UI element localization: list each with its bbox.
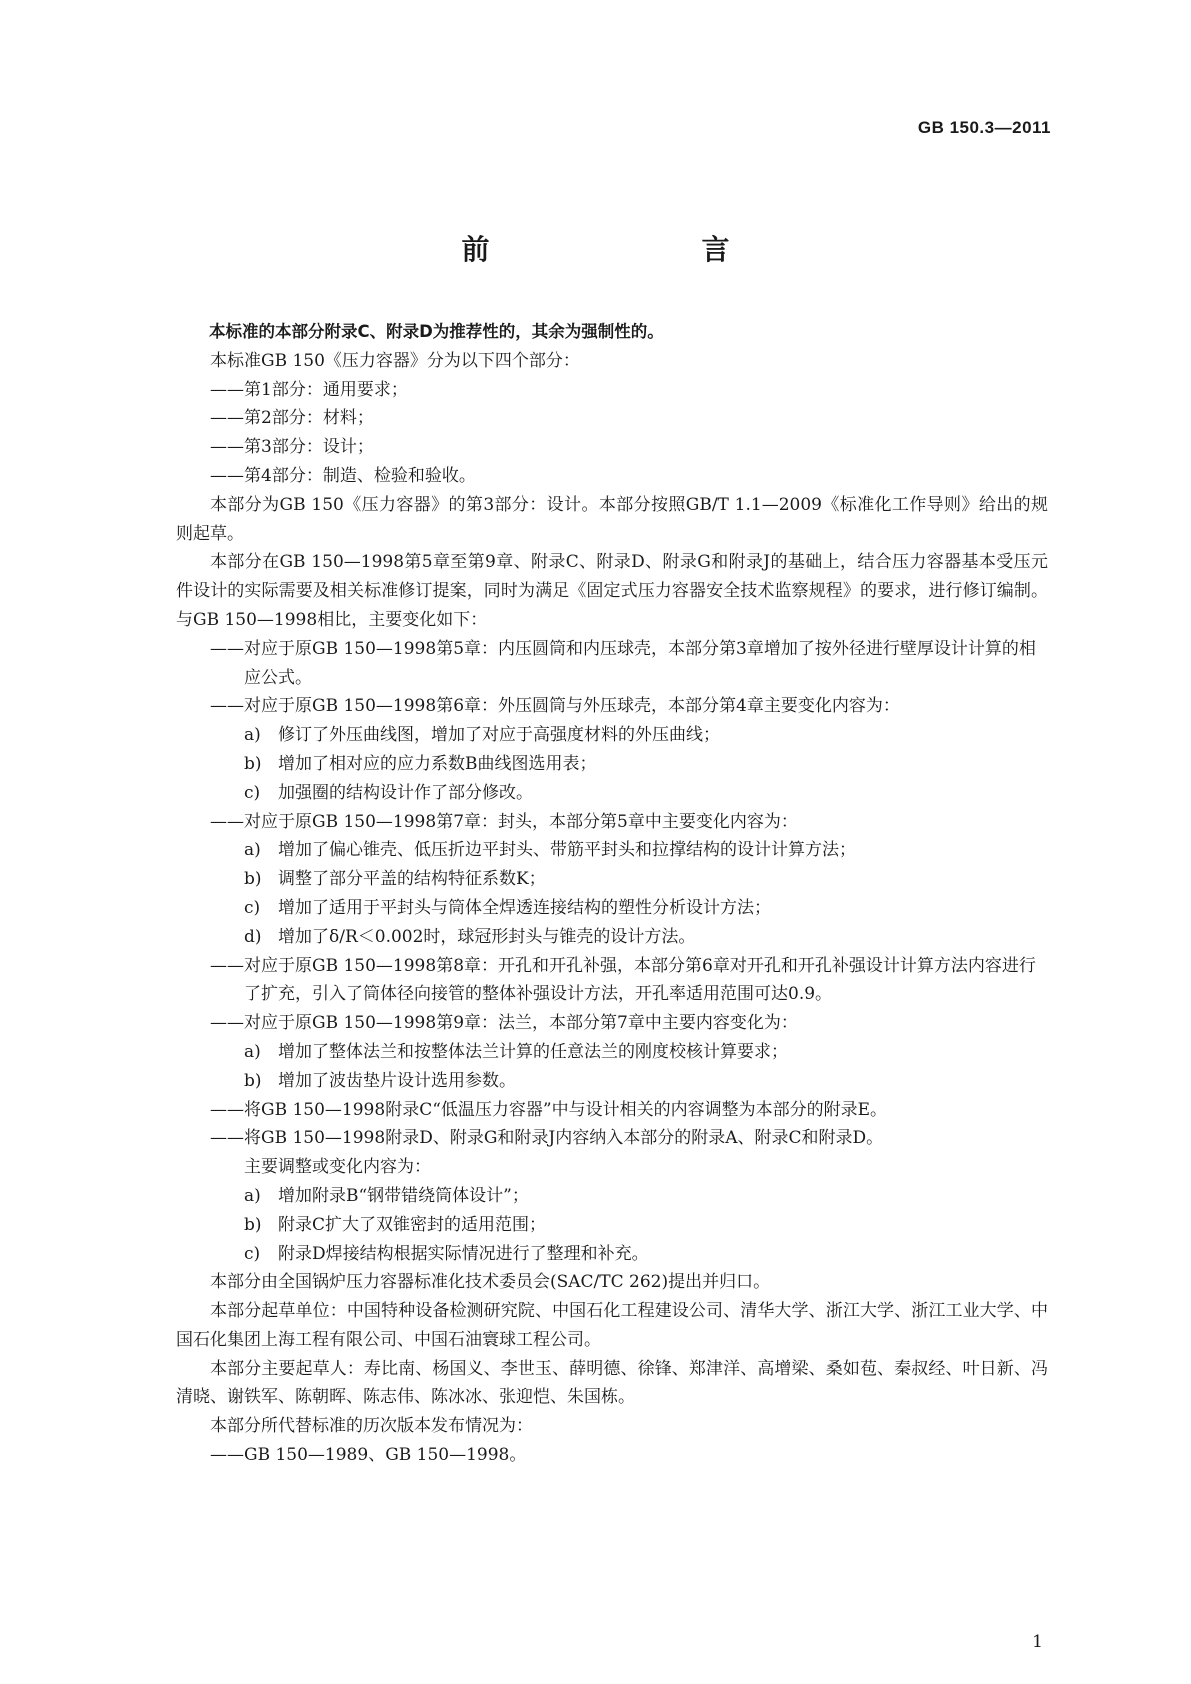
paragraph-history-intro: 本部分所代替标准的历次版本发布情况为： (210, 1416, 533, 1437)
sub-item-text: 修订了外压曲线图，增加了对应于高强度材料的外压曲线； (278, 725, 720, 746)
sub-item (176, 865, 1048, 894)
change-item-chapter-5: ——对应于原GB 150—1998第5章：内压圆筒和内压球壳，本部分第3章增加了按外径进行壁厚设计计算的相应公式。 (210, 638, 1036, 688)
change-item-chapter-9: ——对应于原GB 150—1998第9章：法兰，本部分第7章中主要内容变化为： (210, 1013, 798, 1034)
sub-item-mark: b) (244, 753, 262, 774)
sub-item-mark: c) (244, 1243, 261, 1264)
page-title: 前 言 (461, 233, 782, 266)
sub-item (176, 1067, 1048, 1096)
sub-item (176, 721, 1048, 750)
sub-item-text: 附录D焊接结构根据实际情况进行了整理和补充。 (278, 1243, 649, 1264)
sub-item-text: 增加了整体法兰和按整体法兰计算的任意法兰的刚度校核计算要求； (278, 1041, 788, 1062)
sub-item (176, 836, 1048, 865)
sub-item (176, 1182, 1048, 1211)
sub-item-mark: b) (244, 1214, 262, 1235)
sub-item-mark: c) (244, 897, 261, 918)
paragraph-revision: 本部分在GB 150—1998第5章至第9章、附录C、附录D、附录G和附录J的基础上，结合压力容器基本受压元件设计的实际需要及相关标准修订提案，同时为满足《固定式压力容器安全技术监察规程》的要求，进行修订编制。与GB 150—1998相比，主要变化如下： (176, 552, 1048, 630)
sub-item-text: 增加了适用于平封头与筒体全焊透连接结构的塑性分析设计方法； (278, 897, 771, 918)
sub-item-mark: c) (244, 782, 261, 803)
list-item-part-4: ——第4部分：制造、检验和验收。 (210, 465, 476, 486)
list-item-part-1: ——第1部分：通用要求； (210, 379, 408, 400)
sub-item-text: 增加了δ/R＜0.002时，球冠形封头与锥壳的设计方法。 (278, 926, 696, 947)
sub-item-mark: a) (244, 1041, 261, 1062)
paragraph-parts-intro: 本标准GB 150《压力容器》分为以下四个部分： (210, 350, 580, 371)
sub-item-text: 增加了相对应的应力系数B曲线图选用表； (278, 753, 597, 774)
sub-item-text: 增加附录B“钢带错绕筒体设计”； (278, 1185, 529, 1206)
sub-item (176, 894, 1048, 923)
list-item-history: ——GB 150—1989、GB 150—1998。 (210, 1445, 527, 1466)
sub-item-mark: d) (244, 926, 262, 947)
change-item-appendix-c: ——将GB 150—1998附录C“低温压力容器”中与设计相关的内容调整为本部分的附录E。 (210, 1099, 887, 1120)
paragraph-proposer: 本部分由全国锅炉压力容器标准化技术委员会(SAC/TC 262)提出并归口。 (210, 1272, 771, 1293)
sub-item-mark: a) (244, 725, 261, 746)
sub-item (176, 923, 1048, 952)
sub-item-text: 调整了部分平盖的结构特征系数K； (278, 869, 546, 890)
change-note: 主要调整或变化内容为： (244, 1157, 431, 1178)
sub-item-mark: b) (244, 1070, 262, 1091)
change-item-chapter-6: ——对应于原GB 150—1998第6章：外压圆筒与外压球壳，本部分第4章主要变化内容为： (210, 696, 900, 717)
paragraph-normative-note: 本标准的本部分附录C、附录D为推荐性的，其余为强制性的。 (209, 322, 664, 341)
standard-code: GB 150.3—2011 (917, 118, 1051, 137)
sub-item (176, 750, 1048, 779)
sub-item (176, 1240, 1048, 1269)
sub-item (176, 1211, 1048, 1240)
sub-item-text: 增加了偏心锥壳、低压折边平封头、带筋平封头和拉撑结构的设计计算方法； (278, 840, 856, 861)
paragraph-drafters: 本部分主要起草人：寿比南、杨国义、李世玉、薛明德、徐锋、郑津洋、高增梁、桑如苞、秦叔经、叶日新、冯清晓、谢铁军、陈朝晖、陈志伟、陈冰冰、张迎恺、朱国栋。 (176, 1358, 1048, 1408)
paragraph-drafting-units: 本部分起草单位：中国特种设备检测研究院、中国石化工程建设公司、清华大学、浙江大学、浙江工业大学、中国石化集团上海工程有限公司、中国石油寰球工程公司。 (176, 1301, 1048, 1350)
sub-item-text: 加强圈的结构设计作了部分修改。 (278, 782, 533, 803)
sub-item-mark: a) (244, 1185, 261, 1206)
list-item-part-2: ——第2部分：材料； (210, 408, 374, 429)
page-number: 1 (1032, 1632, 1043, 1652)
sub-item-text: 附录C扩大了双锥密封的适用范围； (278, 1214, 547, 1235)
change-item-appendix-dgj: ——将GB 150—1998附录D、附录G和附录J内容纳入本部分的附录A、附录C和附录D。 (210, 1128, 884, 1149)
sub-item (176, 779, 1048, 808)
change-item-chapter-7: ——对应于原GB 150—1998第7章：封头，本部分第5章中主要变化内容为： (210, 811, 798, 832)
sub-item-mark: b) (244, 869, 262, 890)
paragraph-scope: 本部分为GB 150《压力容器》的第3部分：设计。本部分按照GB/T 1.1—2009《标准化工作导则》给出的规则起草。 (176, 494, 1048, 544)
sub-item (176, 1038, 1048, 1067)
sub-item-text: 增加了波齿垫片设计选用参数。 (278, 1070, 516, 1091)
document-body (176, 318, 1048, 1470)
list-item-part-3: ——第3部分：设计； (210, 437, 374, 458)
change-item-chapter-8: ——对应于原GB 150—1998第8章：开孔和开孔补强，本部分第6章对开孔和开孔补强设计计算方法内容进行了扩充，引入了筒体径向接管的整体补强设计方法，开孔率适用范围可达0.9。 (210, 955, 1036, 1005)
sub-item-mark: a) (244, 840, 261, 861)
